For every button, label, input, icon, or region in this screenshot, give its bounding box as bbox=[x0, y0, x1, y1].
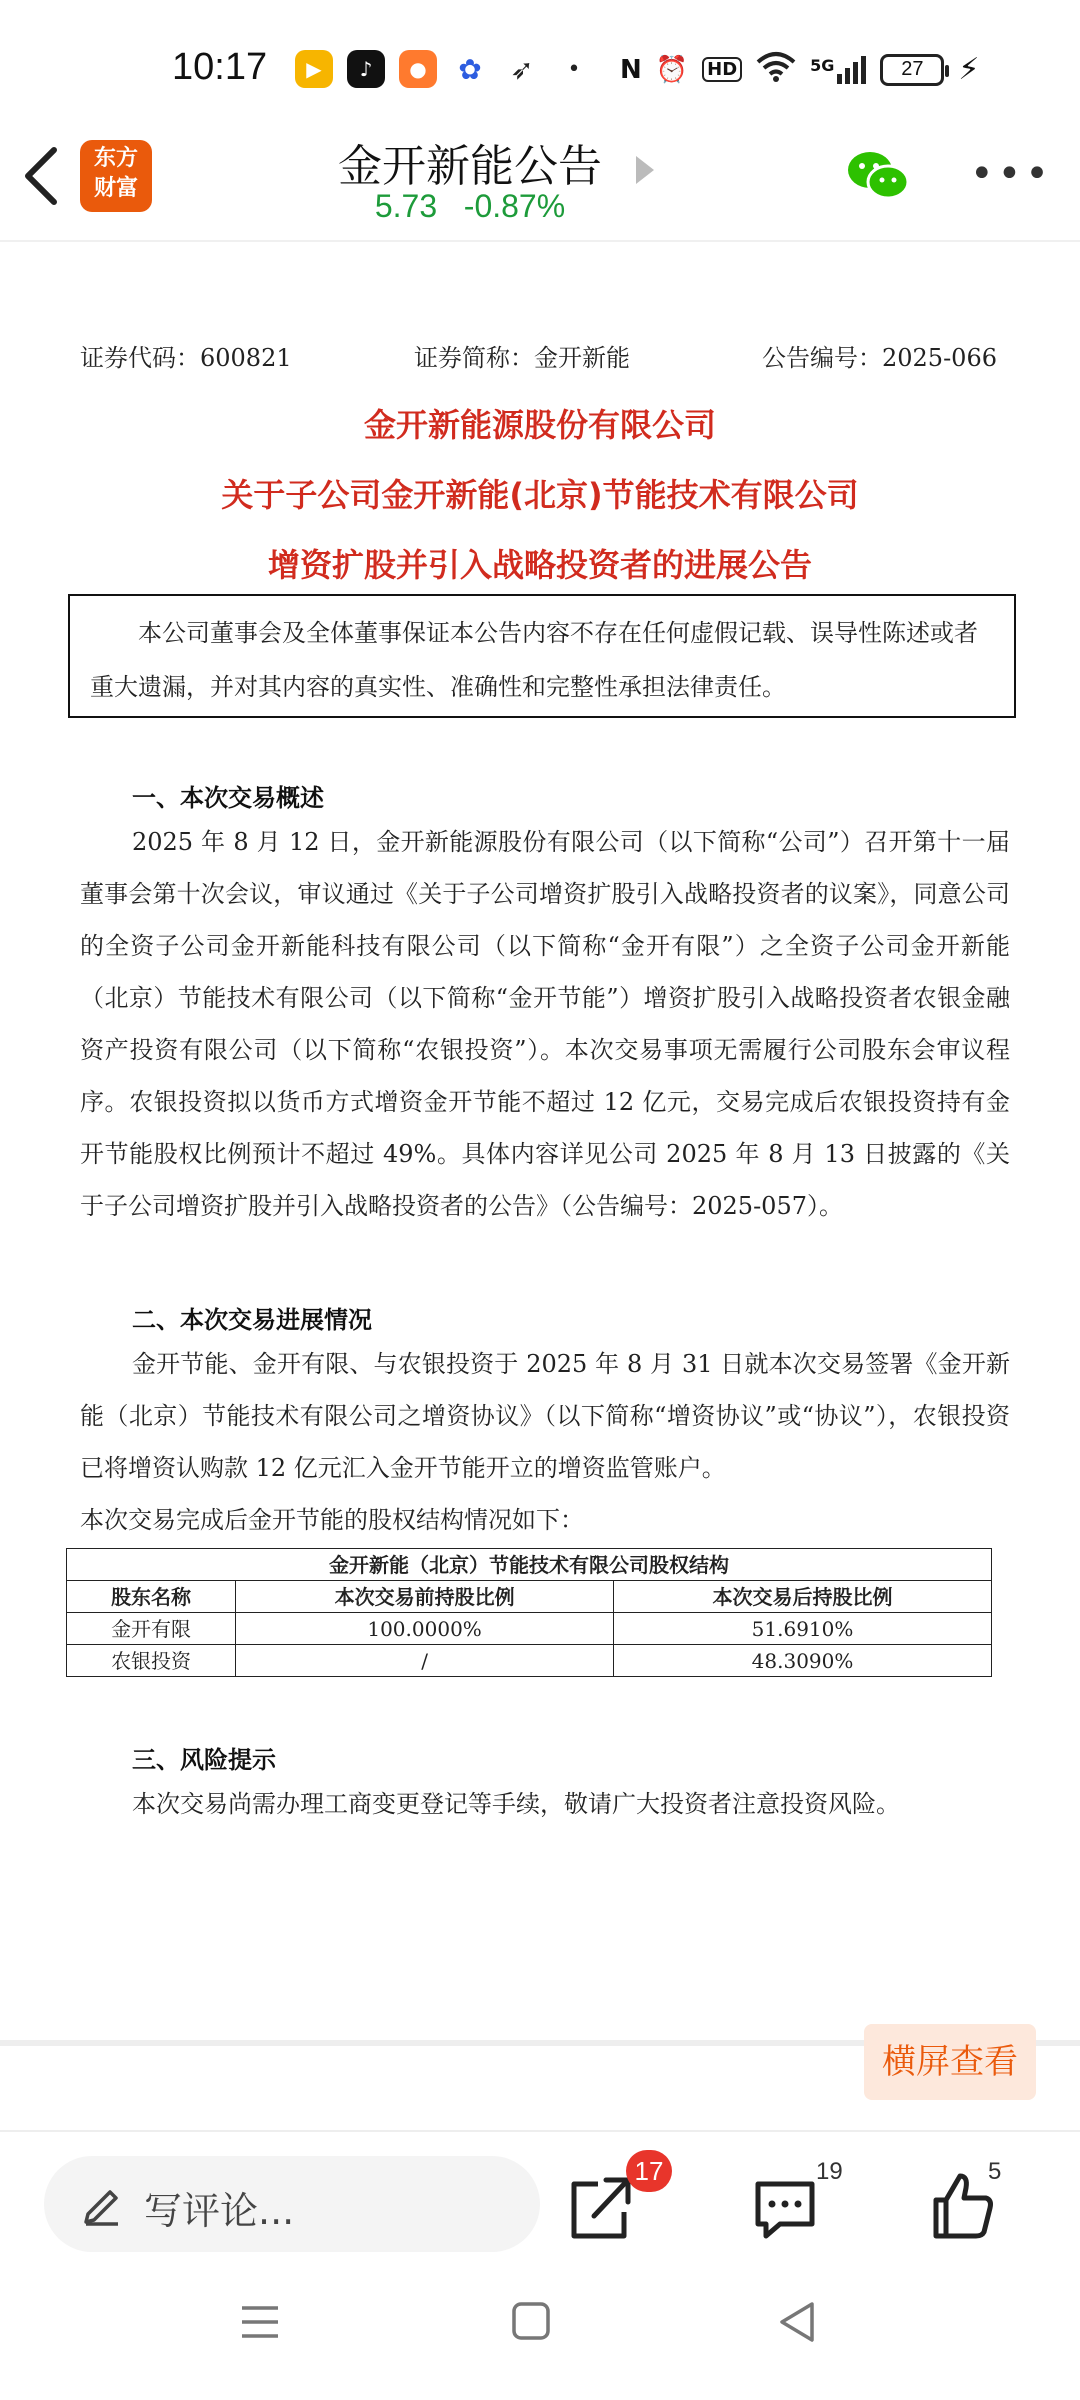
feather-app-icon: ➶ bbox=[503, 50, 541, 88]
table-header: 股东名称 bbox=[67, 1581, 236, 1613]
status-time: 10:17 bbox=[172, 46, 268, 88]
comment-placeholder: 写评论... bbox=[144, 2189, 295, 2233]
network-type: 5G bbox=[810, 55, 835, 75]
table-cell: 金开有限 bbox=[67, 1613, 236, 1645]
page-title: 金开新能公告 bbox=[338, 141, 602, 192]
back-button[interactable] bbox=[18, 144, 74, 214]
doc-title-line-3: 增资扩股并引入战略投资者的进展公告 bbox=[267, 546, 812, 584]
video-app-icon: ▶ bbox=[295, 50, 333, 88]
bottom-divider bbox=[0, 2130, 1080, 2132]
doc-title-line-2: 关于子公司金开新能(北京)节能技术有限公司 bbox=[221, 476, 859, 514]
square-icon bbox=[510, 2300, 554, 2344]
table-header: 本次交易后持股比例 bbox=[614, 1581, 992, 1613]
signal-icon bbox=[810, 56, 866, 84]
section-3-title: 三、风险提示 bbox=[132, 1746, 276, 1774]
table-cell: 100.0000% bbox=[236, 1613, 614, 1645]
wifi-icon bbox=[756, 50, 796, 89]
home-nav-button[interactable] bbox=[510, 2300, 554, 2360]
share-badge: 17 bbox=[626, 2150, 672, 2192]
status-indicators bbox=[620, 50, 980, 89]
security-code: 证券代码：600821 bbox=[80, 344, 292, 372]
stock-change: -0.87% bbox=[463, 188, 566, 224]
table-row bbox=[67, 1645, 992, 1677]
doc-title-line-1: 金开新能源股份有限公司 bbox=[363, 406, 716, 444]
chevron-left-icon bbox=[18, 144, 62, 208]
status-app-icons bbox=[295, 50, 593, 88]
back-nav-button[interactable] bbox=[776, 2300, 820, 2360]
security-short-name: 证券简称：金开新能 bbox=[414, 344, 630, 372]
charging-icon: ⚡ bbox=[958, 52, 980, 87]
nfc-icon: N bbox=[620, 54, 642, 85]
table-row bbox=[67, 1613, 992, 1645]
landscape-view-button[interactable]: 横屏查看 bbox=[864, 2024, 1036, 2100]
stock-price: 5.73 bbox=[374, 188, 438, 224]
tiktok-icon: ♪ bbox=[347, 50, 385, 88]
more-options-icon[interactable]: ••• bbox=[970, 151, 1053, 197]
table-cell: 48.3090% bbox=[614, 1645, 992, 1677]
comment-icon bbox=[750, 2164, 820, 2244]
section-1-text: 2025 年 8 月 12 日，金开新能源股份有限公司（以下简称“公司”）召开第十一届董事会第十次会议，审议通过《关于子公司增资扩股引入战略投资者的议案》，同意公司的全资子公司金开新能科技有限公司（以下简称“金开有限”）之全资子公司金开新能（北京）节能技术有限公司（以下简称“金开节能”）增资扩股引入战略投资者农银金融资产投资有限公司（以下简称“农银投资”）。本次交易事项无需履行公司股东会审议程序。农银投资拟以货币方式增资金开节能不超过 12 亿元，交易完成后农银投资持有金开节能股权比例预计不超过 49%。具体内容详见公司 2025 年 8 月 13 日披露的《关于子公司增资扩股并引入战略投资者的公告》（公告编号：2025-057）。 bbox=[80, 828, 1010, 1220]
app-logo[interactable]: 东方财富 bbox=[80, 140, 152, 212]
hd-icon: HD bbox=[702, 57, 742, 82]
table-header: 本次交易前持股比例 bbox=[236, 1581, 614, 1613]
comment-count: 19 bbox=[816, 2158, 843, 2185]
section-2-title: 二、本次交易进展情况 bbox=[132, 1306, 372, 1334]
battery-indicator: 27 bbox=[880, 54, 944, 86]
status-bar bbox=[0, 0, 1080, 130]
menu-nav-button[interactable] bbox=[240, 2300, 280, 2360]
announcement-document bbox=[0, 242, 1080, 2042]
section-2-text: 金开节能、金开有限、与农银投资于 2025 年 8 月 31 日就本次交易签署《金开新能（北京）节能技术有限公司之增资协议》（以下简称“增资协议”或“协议”），农银投资已将增资认购款 12 亿元汇入金开节能开立的增资监管账户。 bbox=[80, 1350, 1010, 1482]
table-cell: 51.6910% bbox=[614, 1613, 992, 1645]
share-button[interactable] bbox=[566, 2164, 636, 2244]
table-cell: 农银投资 bbox=[67, 1645, 236, 1677]
table-cell: / bbox=[236, 1645, 614, 1677]
dot-icon: • bbox=[555, 50, 593, 88]
disclaimer-box: 本公司董事会及全体董事保证本公告内容不存在任何虚假记载、误导性陈述或者重大遗漏，并对其内容的真实性、准确性和完整性承担法律责任。 bbox=[68, 594, 1016, 718]
like-count: 5 bbox=[988, 2158, 1002, 2185]
triangle-back-icon bbox=[776, 2300, 820, 2344]
alarm-icon: ⏰ bbox=[655, 54, 689, 85]
game-app-icon: ● bbox=[399, 50, 437, 88]
caret-right-icon[interactable] bbox=[636, 156, 654, 184]
stock-quote[interactable] bbox=[290, 188, 650, 225]
notice-number: 公告编号：2025-066 bbox=[762, 344, 997, 372]
menu-icon bbox=[240, 2300, 280, 2344]
section-3-text: 本次交易尚需办理工商变更登记等手续，敬请广大投资者注意投资风险。 bbox=[132, 1790, 900, 1818]
equity-structure-table bbox=[66, 1548, 992, 1677]
baidu-icon: ✿ bbox=[451, 50, 489, 88]
app-header bbox=[0, 130, 1080, 240]
comments-button[interactable] bbox=[750, 2164, 820, 2244]
table-caption: 金开新能（北京）节能技术有限公司股权结构 bbox=[67, 1549, 992, 1581]
comment-input[interactable] bbox=[44, 2156, 540, 2252]
pen-icon bbox=[82, 2182, 122, 2226]
share-icon bbox=[566, 2164, 636, 2244]
wechat-share-icon[interactable] bbox=[846, 148, 910, 204]
section-1-title: 一、本次交易概述 bbox=[132, 784, 324, 812]
table-header-row bbox=[67, 1581, 992, 1613]
section-2-tail: 本次交易完成后金开节能的股权结构情况如下： bbox=[80, 1506, 584, 1534]
